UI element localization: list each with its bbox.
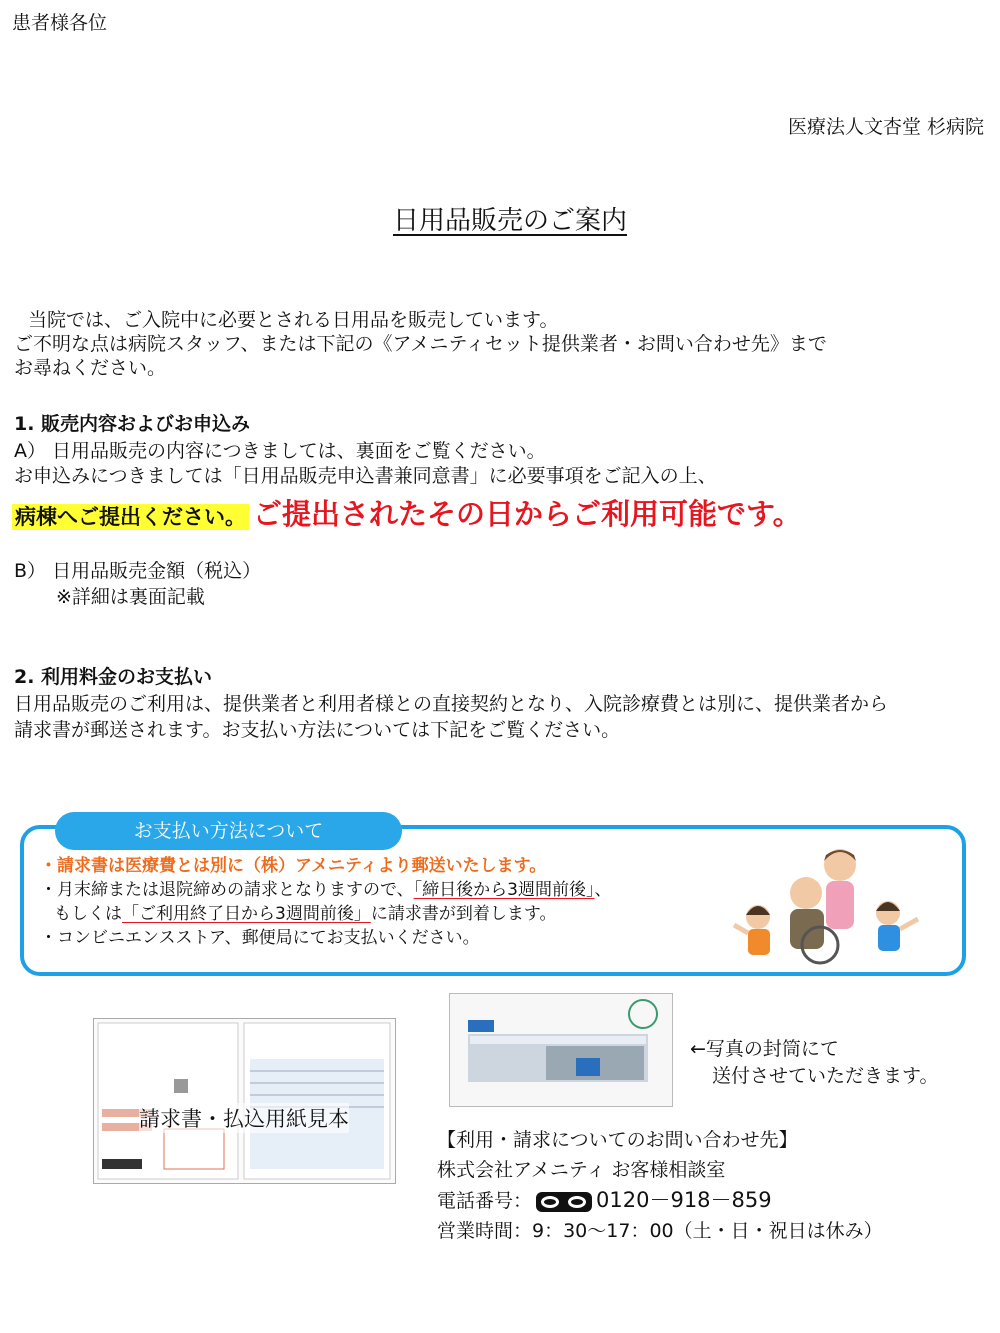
section1-b-line: B） 日用品販売金額（税込） [14, 560, 262, 582]
phone-label: 電話番号： [437, 1190, 533, 1212]
payment-box-lines [40, 854, 612, 950]
payment-line-3-pre: もしくは [54, 904, 122, 924]
section2-heading: 2. 利用料金のお支払い [14, 666, 213, 688]
phone-number: 0120－918－859 [596, 1188, 772, 1212]
submit-notice [12, 496, 802, 537]
payment-line-2-pre: ・月末締または退院締めの請求となりますので、 [40, 880, 414, 900]
title-text: 日用品販売のご案内 [392, 206, 627, 236]
section2-line-2: 請求書が郵送されます。お支払い方法については下記をご覧ください。 [14, 719, 621, 741]
payment-line-2-underlined: 「締日後から3週間前後」 [413, 880, 595, 900]
page-title [0, 200, 1000, 237]
section2-line-1: 日用品販売のご利用は、提供業者と利用者様との直接契約となり、入院診療費とは別に、提供業者から [14, 693, 889, 715]
payment-line-2-post: 、 [594, 880, 612, 900]
envelope-graphic [450, 994, 672, 1106]
envelope-note [690, 1036, 938, 1090]
section1-a-line: A） 日用品販売の内容につきましては、裏面をご覧ください。 [14, 440, 546, 462]
payment-line-2 [40, 878, 612, 902]
addressee: 患者様各位 [12, 12, 108, 34]
contact-heading: 【利用・請求についてのお問い合わせ先】 [437, 1129, 798, 1151]
section1-b-note: ※詳細は裏面記載 [56, 586, 205, 608]
contact-phone [437, 1185, 883, 1216]
payment-line-3 [40, 902, 612, 926]
envelope-note-line-1: ←写真の封筒にて [690, 1038, 839, 1060]
section1-heading: 1. 販売内容およびお申込み [14, 413, 251, 435]
payment-line-4: ・コンビニエンスストア、郵便局にてお支払いください。 [40, 928, 480, 948]
intro [14, 308, 827, 380]
sender: 医療法人文杏堂 杉病院 [787, 116, 984, 138]
invoice-sample-graphic [94, 1019, 395, 1183]
envelope-image [449, 993, 673, 1107]
invoice-sample-caption: 請求書・払込用紙見本 [139, 1103, 349, 1133]
intro-line-2: ご不明な点は病院スタッフ、または下記の《アメニティセット提供業者・お問い合わせ先》まで [14, 333, 827, 355]
emphasis-text: ご提出されたその日からご利用可能です。 [253, 497, 802, 531]
free-dial-icon [536, 1192, 592, 1212]
payment-line-1: ・請求書は医療費とは別に（株）アメニティより郵送いたします。 [40, 856, 547, 876]
intro-line-1: 当院では、ご入院中に必要とされる日用品を販売しています。 [28, 309, 559, 331]
family-illustration [728, 845, 928, 965]
payment-line-3-post: に請求書が到着します。 [370, 904, 557, 924]
contact-hours: 営業時間：9：30～17：00（土・日・祝日は休み） [437, 1220, 883, 1242]
highlight-text: 病棟へご提出ください。 [12, 504, 249, 530]
envelope-note-line-2: 送付させていただきます。 [712, 1065, 939, 1087]
section1-apply-line: お申込みにつきましては「日用品販売申込書兼同意書」に必要事項をご記入の上、 [14, 465, 717, 487]
contact-company: 株式会社アメニティ お客様相談室 [437, 1159, 726, 1181]
intro-line-3: お尋ねください。 [14, 357, 167, 379]
invoice-sample-image [93, 1018, 396, 1184]
payment-box-tab: お支払い方法について [55, 812, 402, 850]
payment-line-3-underlined: 「ご利用終了日から3週間前後」 [122, 904, 371, 924]
contact-block [437, 1125, 883, 1246]
